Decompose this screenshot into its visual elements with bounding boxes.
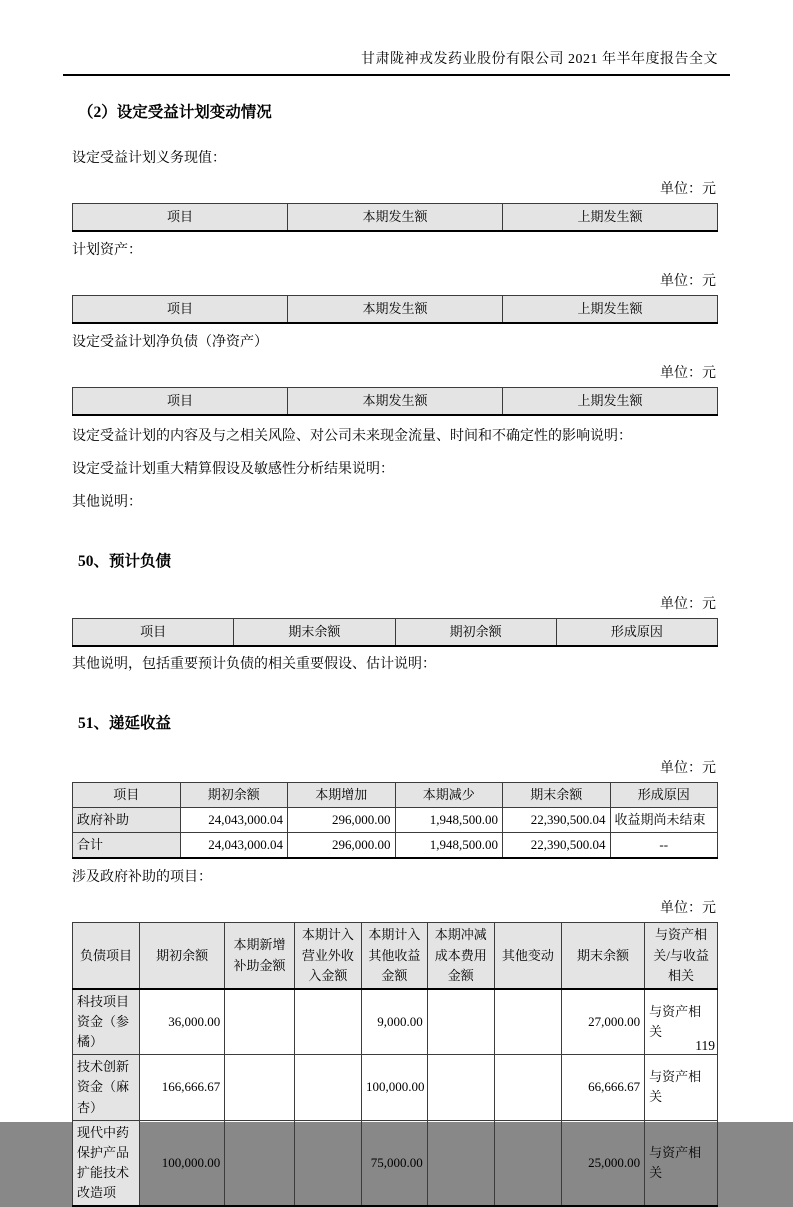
col-formation-reason: 形成原因 [556, 619, 717, 647]
cell-value [294, 1055, 361, 1120]
cell-value: 296,000.00 [288, 833, 396, 859]
col-asset-or-income-related: 与资产相关/与收益相关 [645, 923, 718, 989]
row-label: 科技项目资金（参橘） [73, 989, 140, 1055]
table-row [73, 1120, 718, 1206]
col-ending-balance: 期末余额 [561, 923, 644, 989]
col-liability-item: 负债项目 [73, 923, 140, 989]
col-item: 项目 [73, 296, 288, 324]
col-increase: 本期增加 [288, 783, 396, 808]
cell-value [225, 1120, 295, 1206]
header-rule [63, 74, 730, 76]
col-formation-reason: 形成原因 [610, 783, 718, 808]
cell-value [294, 1120, 361, 1206]
cell-related-type: 与资产相关 [645, 989, 718, 1055]
col-cost-offset: 本期冲减成本费用金额 [427, 923, 494, 989]
cell-value: 22,390,500.04 [503, 833, 611, 859]
col-beginning-balance: 期初余额 [395, 619, 556, 647]
cell-value: 24,043,000.04 [180, 808, 288, 833]
page-number: 119 [695, 1038, 715, 1053]
table-row [73, 989, 718, 1055]
cell-value [494, 1120, 561, 1206]
col-prior-period: 上期发生额 [503, 388, 718, 416]
benefit-note-risk: 设定受益计划的内容及与之相关风险、对公司未来现金流量、时间和不确定性的影响说明： [72, 429, 632, 444]
cell-value: 166,666.67 [140, 1055, 225, 1120]
row-label: 政府补助 [73, 808, 181, 833]
cell-value: 75,000.00 [361, 1120, 427, 1206]
table-header-row [73, 204, 718, 232]
row-label: 现代中药保护产品扩能技术改造项 [73, 1120, 140, 1206]
col-item: 项目 [73, 204, 288, 232]
cell-value [294, 989, 361, 1055]
unit-label: 单位：元 [660, 597, 716, 612]
cell-value [494, 989, 561, 1055]
col-decrease: 本期减少 [395, 783, 503, 808]
benefit-note-actuarial: 设定受益计划重大精算假设及敏感性分析结果说明： [72, 462, 394, 477]
deferred-income-table [72, 782, 718, 859]
col-nonoperating-income: 本期计入营业外收入金额 [294, 923, 361, 989]
net-liability-table [72, 387, 718, 416]
plan-assets-table [72, 295, 718, 324]
section-heading-deferred-income: 51、递延收益 [78, 715, 172, 732]
col-current-period: 本期发生额 [288, 388, 503, 416]
table-header-row [73, 619, 718, 647]
unit-label: 单位：元 [660, 901, 716, 917]
cell-reason: -- [610, 833, 718, 859]
table-row [73, 1055, 718, 1120]
cell-value [225, 1055, 295, 1120]
col-ending-balance: 期末余额 [234, 619, 395, 647]
table-header-row [73, 923, 718, 989]
col-other-income: 本期计入其他收益金额 [361, 923, 427, 989]
cell-reason: 收益期尚未结束 [610, 808, 718, 833]
cell-value: 1,948,500.00 [395, 808, 503, 833]
cell-related-type: 与资产相关 [645, 1120, 718, 1206]
cell-value: 22,390,500.04 [503, 808, 611, 833]
col-item: 项目 [73, 619, 234, 647]
col-other-changes: 其他变动 [494, 923, 561, 989]
col-prior-period: 上期发生额 [503, 204, 718, 232]
col-item: 项目 [73, 783, 181, 808]
cell-value: 66,666.67 [561, 1055, 644, 1120]
cell-value [494, 1055, 561, 1120]
col-new-subsidy: 本期新增补助金额 [225, 923, 295, 989]
table-header-row [73, 296, 718, 324]
table-header-row [73, 388, 718, 416]
running-head: 甘肃陇神戎发药业股份有限公司 2021 年半年度报告全文 [361, 52, 718, 67]
unit-label: 单位：元 [660, 761, 716, 776]
provisions-note: 其他说明，包括重要预计负债的相关重要假设、估计说明： [72, 657, 436, 672]
cell-value: 1,948,500.00 [395, 833, 503, 859]
cell-value: 9,000.00 [361, 989, 427, 1055]
cell-value: 27,000.00 [561, 989, 644, 1055]
cell-value: 25,000.00 [561, 1120, 644, 1206]
cell-value: 296,000.00 [288, 808, 396, 833]
col-beginning-balance: 期初余额 [140, 923, 225, 989]
section-heading-provisions: 50、预计负债 [78, 553, 172, 570]
net-liability-label: 设定受益计划净负债（净资产） [72, 335, 268, 350]
row-label: 技术创新资金（麻杏） [73, 1055, 140, 1120]
col-beginning-balance: 期初余额 [180, 783, 288, 808]
unit-label: 单位：元 [660, 366, 716, 381]
col-current-period: 本期发生额 [288, 204, 503, 232]
cell-value [427, 1055, 494, 1120]
benefit-present-value-label: 设定受益计划义务现值： [72, 151, 226, 166]
table-row [73, 833, 718, 859]
cell-value [427, 989, 494, 1055]
cell-value: 36,000.00 [140, 989, 225, 1055]
section-heading-benefit-plan: （2）设定受益计划变动情况 [78, 104, 272, 121]
government-subsidy-table [72, 922, 718, 1207]
col-ending-balance: 期末余额 [503, 783, 611, 808]
unit-label: 单位：元 [660, 274, 716, 289]
subsidy-projects-label: 涉及政府补助的项目： [72, 870, 212, 886]
col-current-period: 本期发生额 [288, 296, 503, 324]
cell-value: 100,000.00 [140, 1120, 225, 1206]
col-prior-period: 上期发生额 [503, 296, 718, 324]
plan-assets-label: 计划资产： [72, 243, 142, 258]
benefit-obligation-table [72, 203, 718, 232]
row-label: 合计 [73, 833, 181, 859]
table-header-row [73, 783, 718, 808]
cell-value: 100,000.00 [361, 1055, 427, 1120]
unit-label: 单位：元 [660, 182, 716, 197]
cell-value [225, 989, 295, 1055]
provisions-table [72, 618, 718, 647]
cell-value [427, 1120, 494, 1206]
cell-related-type: 与资产相关 [645, 1055, 718, 1120]
cell-value: 24,043,000.04 [180, 833, 288, 859]
benefit-note-other: 其他说明： [72, 495, 142, 510]
table-row [73, 808, 718, 833]
col-item: 项目 [73, 388, 288, 416]
